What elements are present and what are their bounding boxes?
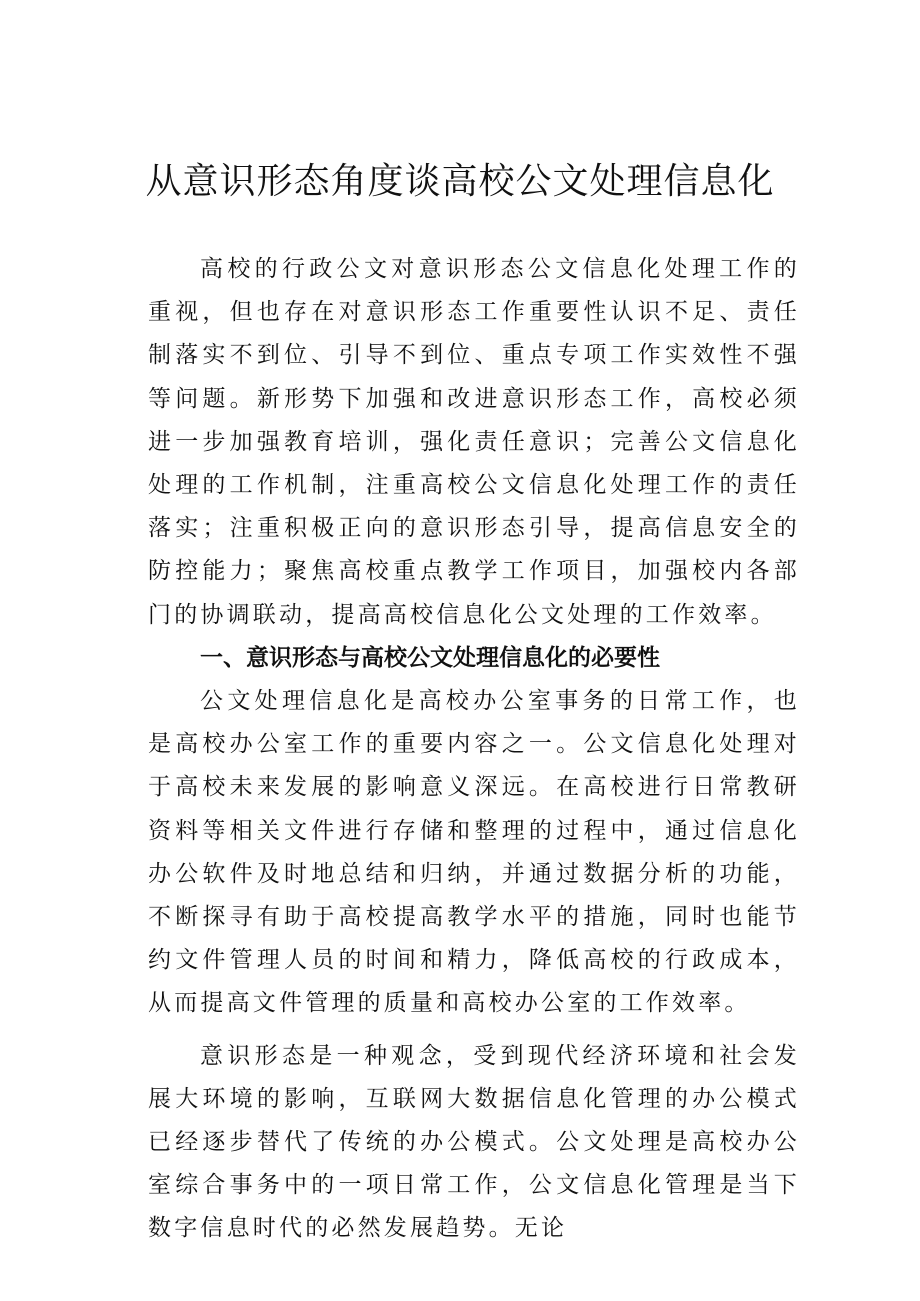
document-title: 从意识形态角度谈高校公文处理信息化 <box>145 161 775 202</box>
section-1-paragraph-2: 意识形态是一种观念，受到现代经济环境和社会发展大环境的影响，互联网大数据信息化管理的办公模式已经逐步替代了传统的办公模式。公文处理是高校办公室综合事务中的一项日常工作，公文信息化管理是当下数字信息时代的必然发展趋势。无论 <box>148 1042 800 1242</box>
intro-paragraph: 高校的行政公文对意识形态公文信息化处理工作的重视，但也存在对意识形态工作重要性认识不足、责任制落实不到位、引导不到位、重点专项工作实效性不强等问题。新形势下加强和改进意识形态工作，高校必须进一步加强教育培训，强化责任意识；完善公文信息化处理的工作机制，注重高校公文信息化处理工作的责任落实；注重积极正向的意识形态引导，提高信息安全的防控能力；聚焦高校重点教学工作项目，加强校内各部门的协调联动，提高高校信息化公文处理的工作效率。 <box>148 256 800 628</box>
document-body <box>148 248 800 1251</box>
section-1-heading: 一、意识形态与高校公文处理信息化的必要性 <box>200 644 660 671</box>
section-1-paragraph-1: 公文处理信息化是高校办公室事务的日常工作，也是高校办公室工作的重要内容之一。公文信息化处理对于高校未来发展的影响意义深远。在高校进行日常教研资料等相关文件进行存储和整理的过程中，通过信息化办公软件及时地总结和归纳，并通过数据分析的功能，不断探寻有助于高校提高教学水平的措施，同时也能节约文件管理人员的时间和精力，降低高校的行政成本，从而提高文件管理的质量和高校办公室的工作效率。 <box>148 688 800 1017</box>
